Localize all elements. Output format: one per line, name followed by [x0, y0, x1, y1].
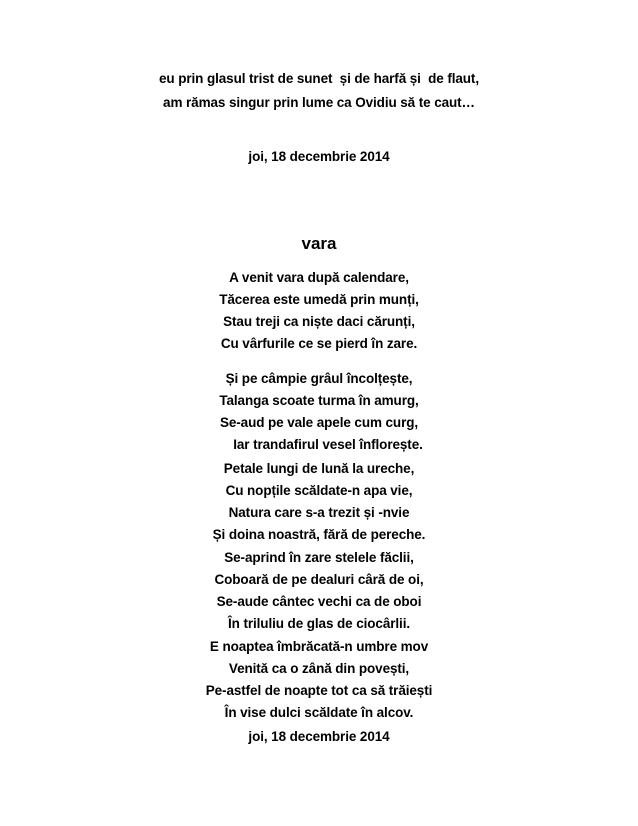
poem-date: joi, 18 decembrie 2014 [248, 729, 390, 744]
poem-line: Se-aude cântec vechi ca de oboi [216, 594, 422, 609]
poem-line: Se-aud pe vale apele cum curg, [219, 415, 419, 430]
poem-line: E noaptea îmbrăcată-n umbre mov [209, 639, 429, 654]
poem-line: Natura care s-a trezit și -nvie [228, 505, 410, 520]
poem-line: Petale lungi de lună la ureche, [223, 461, 415, 476]
poem-line: Stau treji ca niște daci cărunți, [223, 314, 415, 329]
poem-line: Iar trandafirul vesel înflorește. [233, 437, 423, 452]
poem-line: Talanga scoate turma în amurg, [219, 393, 419, 408]
poem-line: Pe-astfel de noapte tot ca să trăiești [205, 683, 433, 698]
poem-line: Și doina noastră, fără de pereche. [212, 527, 426, 542]
poem-line: A venit vara după calendare, [229, 270, 409, 285]
poem-line: Venită ca o zână din povești, [228, 661, 410, 676]
poem-line: Se-aprind în zare stelele făclii, [224, 550, 414, 565]
poem-line: Coboară de pe dealuri câră de oi, [214, 572, 424, 587]
poem-title: vara [301, 234, 337, 253]
intro-line-1: eu prin glasul trist de sunet și de harfă și de flaut, [159, 71, 479, 86]
poem-line: Cu nopțile scăldate-n apa vie, [225, 483, 413, 498]
intro-date: joi, 18 decembrie 2014 [248, 149, 390, 164]
poem-line: În triluliu de glas de ciocârlii. [228, 616, 410, 631]
intro-line-2: am rămas singur prin lume ca Ovidiu să te caut… [163, 95, 475, 110]
poem-line: Cu vârfurile ce se pierd în zare. [220, 336, 418, 351]
poem-line: În vise dulci scăldate în alcov. [224, 705, 414, 720]
poem-line: Tăcerea este umedă prin munți, [219, 292, 419, 307]
poem-line: Și pe câmpie grâul încolțește, [225, 371, 413, 386]
